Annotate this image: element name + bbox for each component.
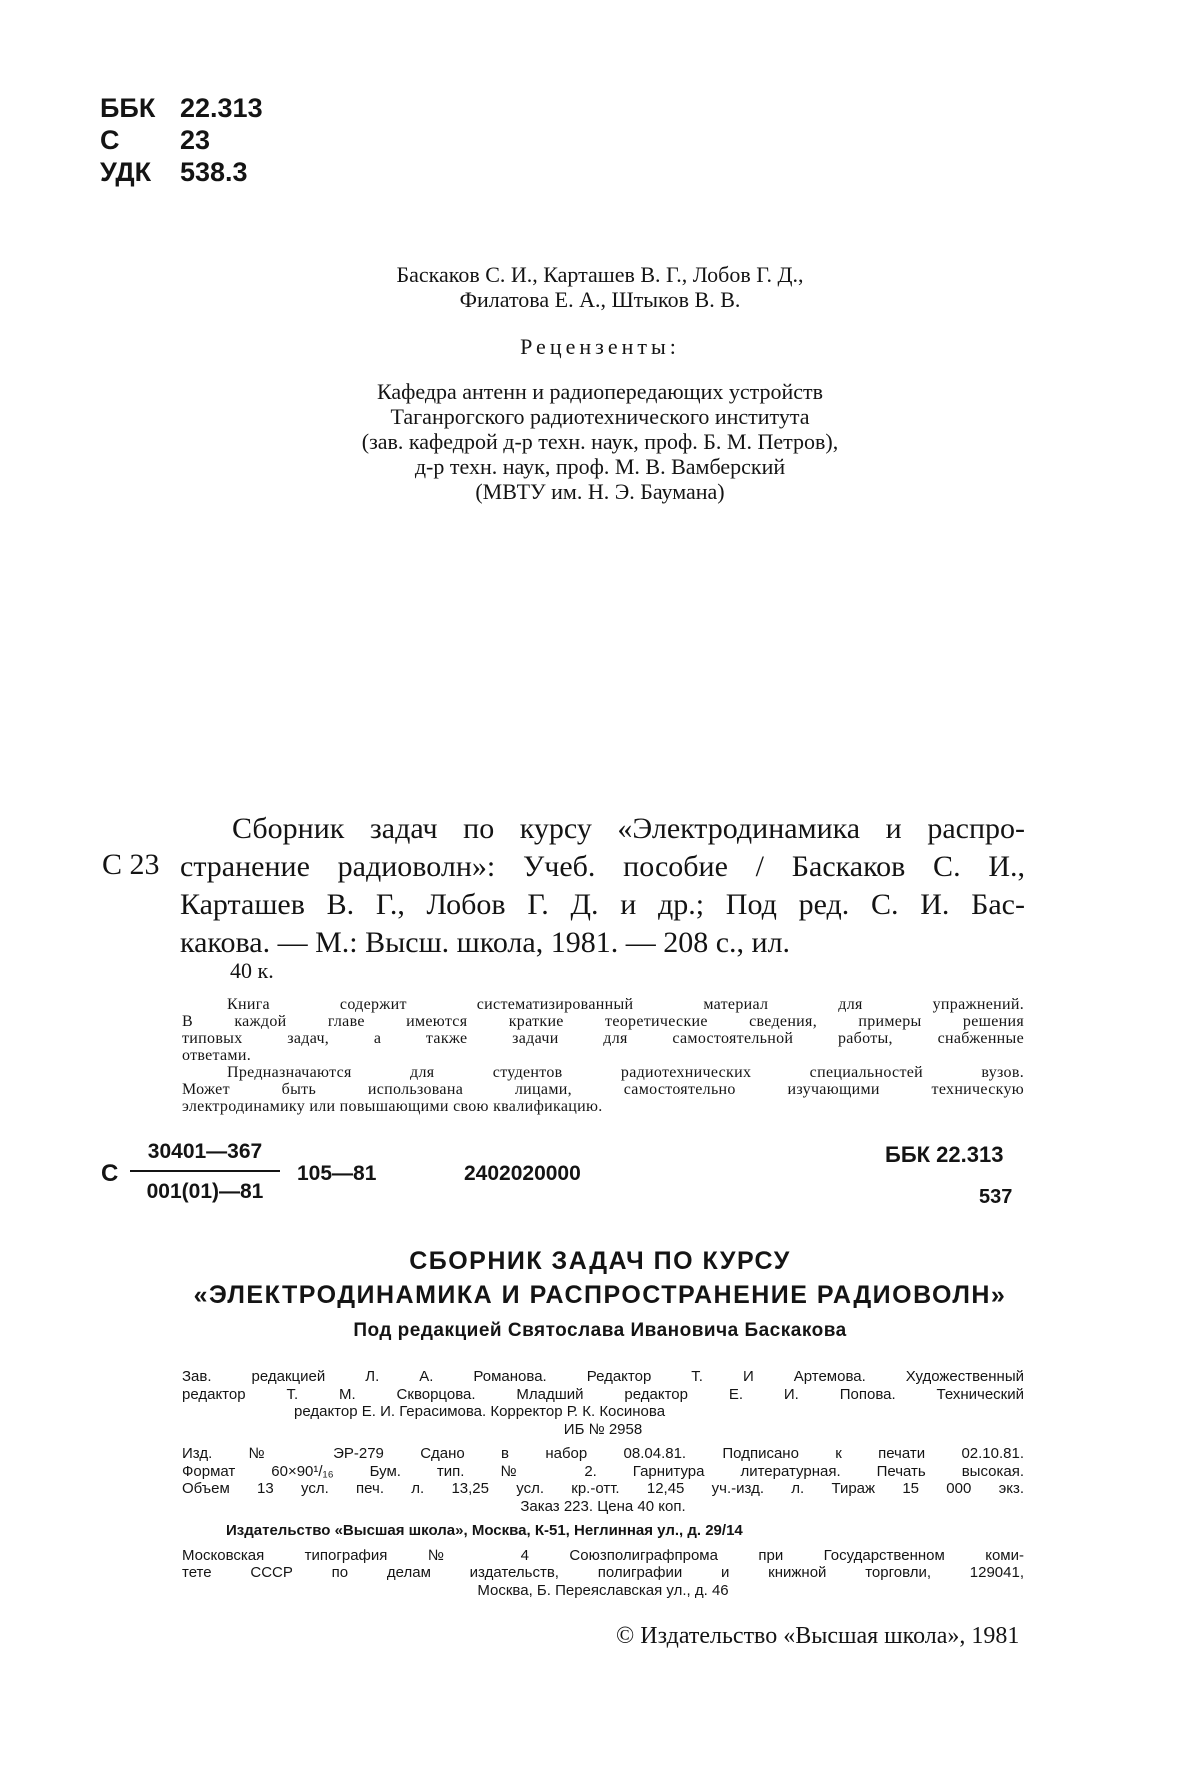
code-denominator: 001(01)—81 — [146, 1180, 264, 1203]
author-mark-line — [100, 124, 263, 156]
authors-line: Филатова Е. А., Штыков В. В. — [459, 287, 741, 312]
catalog-entry — [180, 810, 1025, 962]
colophon — [182, 1368, 1024, 1599]
editor-line: Под редакцией Святослава Ивановича Баскакова — [353, 1320, 847, 1341]
annotation — [182, 996, 1024, 1115]
ib-number: ИБ № 2958 — [563, 1420, 643, 1438]
bbk-code-bottom: ББК 22.313 — [885, 1142, 1004, 1167]
udk-value: 538.3 — [180, 157, 248, 187]
udk-code-bottom: 537 — [979, 1186, 1013, 1208]
copyright: © Издательство «Высшая школа», 1981 — [616, 1623, 1020, 1649]
catalog-entry-line: Карташев В. Г., Лобов Г. Д. и др.; Под ред. С. И. Бас- — [180, 888, 1025, 921]
book-title-line: «ЭЛЕКТРОДИНАМИКА И РАСПРОСТРАНЕНИЕ РАДИОВОЛН» — [193, 1281, 1007, 1309]
udk-line — [100, 156, 263, 188]
print-spec-line: Формат 60×90¹/₁₆ Бум. тип. № 2. Гарнитура литературная. Печать высокая. — [182, 1462, 1024, 1480]
annotation-line: В каждой главе имеются краткие теоретические сведения, примеры решения — [182, 1013, 1024, 1030]
title-block — [160, 1244, 1040, 1346]
bbk-value: 22.313 — [180, 93, 263, 123]
annotation-line: электродинамику или повышающими свою квалификацию. — [182, 1098, 603, 1115]
print-spec-line: Изд. № ЭР-279 Сдано в набор 08.04.81. Подписано к печати 02.10.81. — [182, 1445, 1024, 1462]
author-mark-label: С — [100, 125, 120, 155]
annotation-line: типовых задач, а также задачи для самостоятельной работы, снабженные — [182, 1030, 1024, 1047]
udk-label: УДК — [100, 157, 152, 187]
annotation-line: Может быть использована лицами, самостоятельно изучающими техническую — [182, 1081, 1024, 1098]
printer-line: Москва, Б. Переяславская ул., д. 46 — [477, 1581, 729, 1599]
bbk-label: ББК — [100, 93, 156, 123]
book-title-line: СБОРНИК ЗАДАЧ ПО КУРСУ — [409, 1247, 791, 1275]
annotation-line: Предназначаются для студентов радиотехнических специальностей вузов. — [227, 1064, 1024, 1081]
price: 40 к. — [230, 958, 274, 983]
code-numerator: 30401—367 — [130, 1140, 280, 1172]
staff-line: редактор Е. И. Герасимова. Корректор Р. К. Косинова — [294, 1403, 666, 1420]
catalog-index: С 23 — [102, 848, 160, 881]
bbk-line — [100, 92, 263, 124]
author-mark-value: 23 — [180, 125, 211, 155]
staff-line: редактор Т. М. Скворцова. Младший редактор Е. И. Попова. Технический — [182, 1385, 1024, 1403]
reviewers-line: (зав. кафедрой д-р техн. наук, проф. Б. М. Петров), — [361, 429, 839, 454]
code-letter: С — [101, 1160, 119, 1187]
classification-block — [100, 92, 263, 188]
printer-line: Московская типография № 4 Союзполиграфпрома при Государственном коми- — [182, 1546, 1024, 1564]
annotation-line: ответами. — [182, 1047, 252, 1064]
staff-line: Зав. редакцией Л. А. Романова. Редактор Т. И Артемова. Художественный — [182, 1368, 1024, 1385]
reviewers-heading: Рецензенты: — [520, 334, 680, 359]
publisher-line: Издательство «Высшая школа», Москва, К-51, Неглинная ул., д. 29/14 — [226, 1522, 743, 1539]
reviewers-line: д-р техн. наук, проф. М. В. Вамберский — [414, 454, 786, 479]
catalog-entry-line: какова. — М.: Высш. школа, 1981. — 208 с., ил. — [180, 926, 791, 959]
catalog-entry-line: Сборник задач по курсу «Электродинамика и распро- — [232, 812, 1025, 845]
authors-reviewers-block — [240, 262, 960, 504]
catalog-entry-line: странение радиоволн»: Учеб. пособие / Баскаков С. И., — [180, 850, 1025, 883]
printer-line: тете СССР по делам издательств, полиграфии и книжной торговли, 129041, — [182, 1564, 1024, 1581]
reviewers-line: Таганрогского радиотехнического института — [390, 404, 810, 429]
authors-line: Баскаков С. И., Карташев В. Г., Лобов Г. Д., — [396, 262, 804, 287]
annotation-line: Книга содержит систематизированный материал для упражнений. — [227, 996, 1024, 1013]
print-spec-line: Объем 13 усл. печ. л. 13,25 усл. кр.-отт. 12,45 уч.-изд. л. Тираж 15 000 экз. — [182, 1480, 1024, 1497]
code-fraction — [130, 1140, 280, 1204]
order-line: Заказ 223. Цена 40 коп. — [520, 1497, 686, 1515]
code-number: 2402020000 — [464, 1162, 581, 1185]
reviewers-line: Кафедра антенн и радиопередающих устройств — [376, 379, 824, 404]
reviewers-line: (МВТУ им. Н. Э. Баумана) — [475, 479, 725, 504]
code-series: 105—81 — [297, 1162, 377, 1185]
